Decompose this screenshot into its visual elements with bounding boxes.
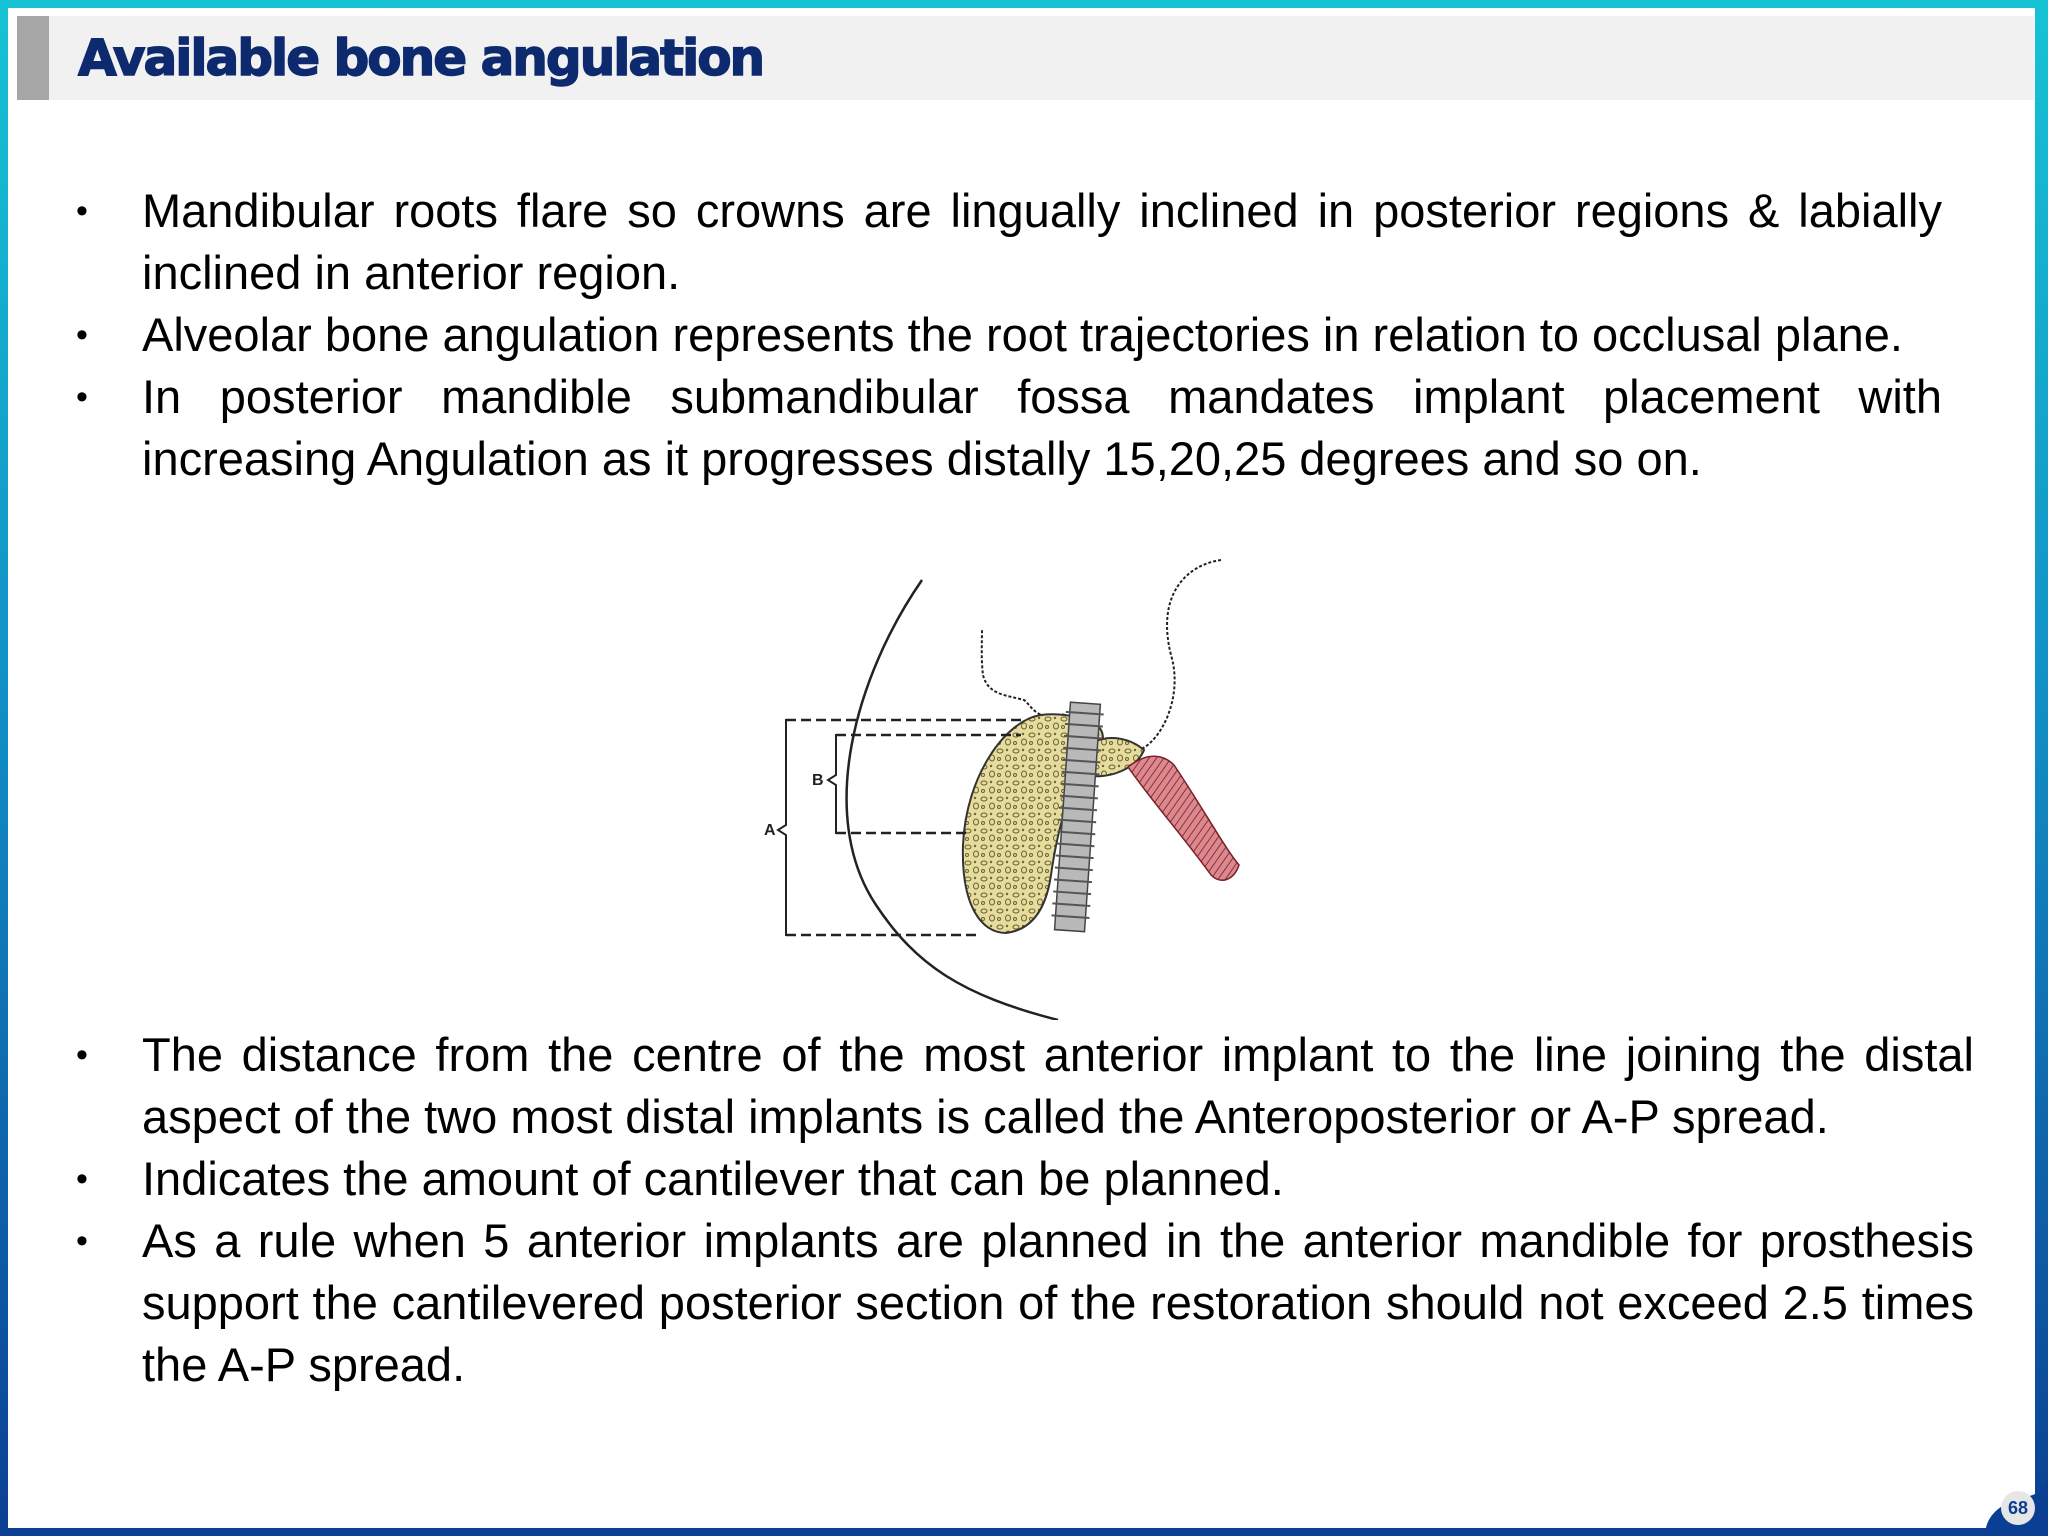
bullet-text: As a rule when 5 anterior implants are planned in the anterior mandible for prosthesis support the cantilevered posterior section of the restoration should not exceed 2.5 times the A-P spread. bbox=[142, 1214, 1974, 1391]
label-b: B bbox=[812, 772, 824, 789]
bullet-text: The distance from the centre of the most anterior implant to the line joining the distal aspect of the two most distal implants is called the Anteroposterior or A-P spread. bbox=[142, 1028, 1974, 1143]
bullet-item bbox=[76, 366, 1942, 490]
bullet-text: Indicates the amount of cantilever that can be planned. bbox=[142, 1152, 1284, 1205]
bracket-b bbox=[828, 735, 846, 833]
bullet-icon: • bbox=[76, 1160, 88, 1198]
title-accent-bar bbox=[17, 16, 49, 100]
bullet-icon: • bbox=[76, 378, 88, 416]
page-number: 68 bbox=[2001, 1491, 2035, 1525]
bullet-item bbox=[76, 180, 1942, 304]
bullet-item bbox=[76, 1024, 1974, 1148]
mylohyoid-muscle bbox=[1128, 756, 1239, 880]
bullet-item bbox=[76, 1210, 1974, 1396]
label-a: A bbox=[764, 822, 776, 839]
bullet-item bbox=[76, 304, 1942, 366]
bullet-icon: • bbox=[76, 1036, 88, 1074]
bullet-text: Alveolar bone angulation represents the root trajectories in relation to occlusal plane. bbox=[142, 308, 1903, 361]
bullet-list-top bbox=[76, 180, 1942, 490]
slide-title: Available bone angulation bbox=[78, 29, 764, 87]
bullet-icon: • bbox=[76, 316, 88, 354]
bullet-list-bottom bbox=[76, 1024, 1974, 1396]
bullet-item bbox=[76, 1148, 1974, 1210]
bracket-a bbox=[778, 720, 796, 935]
bullet-icon: • bbox=[76, 192, 88, 230]
bullet-text: Mandibular roots flare so crowns are lingually inclined in posterior regions & labially inclined in anterior region. bbox=[142, 184, 1942, 299]
bone-angulation-figure bbox=[756, 555, 1302, 1020]
bullet-text: In posterior mandible submandibular fossa mandates implant placement with increasing Angulation as it progresses distally 15,20,25 degrees and so on. bbox=[142, 370, 1942, 485]
bullet-icon: • bbox=[76, 1222, 88, 1260]
tongue-contour bbox=[982, 560, 1221, 751]
